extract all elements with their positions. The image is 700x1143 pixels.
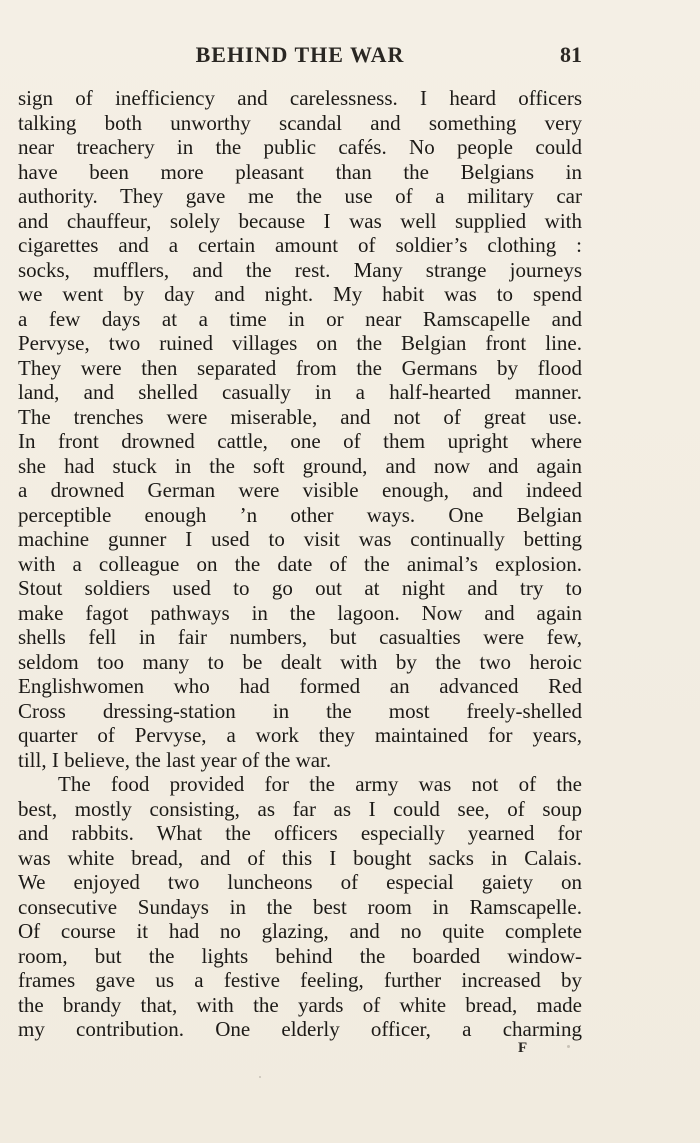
text-line: she had stuck in the soft ground, and now and again	[18, 453, 582, 478]
text-line: cigarettes and a certain amount of soldier’s clothing :	[18, 233, 582, 257]
paper-speck	[567, 1045, 570, 1048]
text-line: socks, mufflers, and the rest. Many strange journeys	[18, 257, 582, 282]
text-line: authority. They gave me the use of a military car	[18, 184, 582, 208]
text-line: shells fell in fair numbers, but casualties were few,	[18, 625, 582, 649]
text-line: till, I believe, the last year of the war.	[18, 747, 332, 772]
body-text	[18, 86, 582, 1042]
text-line: We enjoyed two luncheons of especial gaiety on	[18, 870, 582, 894]
signature-mark: F	[518, 1040, 528, 1056]
text-line: the brandy that, with the yards of white bread, made	[18, 992, 582, 1017]
text-line: Pervyse, two ruined villages on the Belgian front line.	[18, 331, 582, 355]
text-line: land, and shelled casually in a half-hearted manner.	[18, 380, 582, 404]
text-line: They were then separated from the Germans by flood	[18, 355, 582, 380]
text-line: Cross dressing-station in the most freely-shelled	[18, 698, 582, 723]
text-line: machine gunner I used to visit was continually betting	[18, 527, 582, 551]
text-line: In front drowned cattle, one of them upright where	[18, 429, 582, 453]
text-line: quarter of Pervyse, a work they maintained for years,	[18, 723, 582, 747]
text-line: perceptible enough ’n other ways. One Belgian	[18, 502, 582, 527]
text-line: a few days at a time in or near Ramscapelle and	[18, 306, 582, 331]
text-line: make fagot pathways in the lagoon. Now and again	[18, 600, 582, 625]
running-header	[18, 42, 582, 72]
text-line: we went by day and night. My habit was to spend	[18, 282, 582, 306]
text-line: my contribution. One elderly officer, a charming	[18, 1017, 582, 1041]
text-line: Stout soldiers used to go out at night and try to	[18, 576, 582, 600]
text-line: a drowned German were visible enough, and indeed	[18, 478, 582, 502]
text-line: and rabbits. What the officers especially yearned for	[18, 821, 582, 845]
text-line: The food provided for the army was not of the	[58, 772, 582, 796]
text-line: talking both unworthy scandal and something very	[18, 110, 582, 135]
text-line: with a colleague on the date of the animal’s explosion.	[18, 551, 582, 576]
text-line: near treachery in the public cafés. No people could	[18, 135, 582, 159]
running-title: BEHIND THE WAR	[195, 42, 405, 67]
text-line: The trenches were miserable, and not of great use.	[18, 404, 582, 429]
text-line: have been more pleasant than the Belgians in	[18, 159, 582, 184]
text-line: consecutive Sundays in the best room in Ramscapelle.	[18, 894, 582, 919]
text-line: was white bread, and of this I bought sacks in Calais.	[18, 845, 582, 870]
text-line: best, mostly consisting, as far as I could see, of soup	[18, 796, 582, 821]
text-line: frames gave us a festive feeling, further increased by	[18, 968, 582, 992]
text-line: seldom too many to be dealt with by the two heroic	[18, 649, 582, 674]
text-line: and chauffeur, solely because I was well supplied with	[18, 208, 582, 233]
text-line: Of course it had no glazing, and no quite complete	[18, 919, 582, 943]
text-line: sign of inefficiency and carelessness. I heard officers	[18, 86, 582, 110]
text-line: Englishwomen who had formed an advanced Red	[18, 674, 582, 698]
paper-speck	[259, 1076, 261, 1078]
text-line: room, but the lights behind the boarded window-	[18, 943, 582, 968]
page-number: 81	[560, 42, 582, 67]
